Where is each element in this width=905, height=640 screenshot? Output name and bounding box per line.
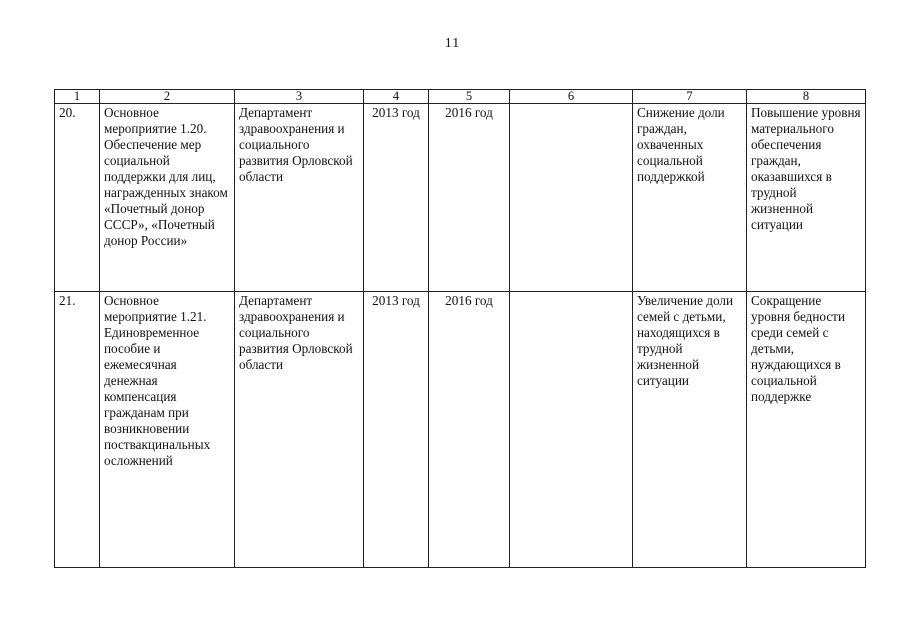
end-year: 2016 год — [429, 104, 510, 292]
column-6-cell — [510, 104, 633, 292]
executor: Департамент здравоохранения и социального развития Орловской области — [235, 292, 364, 568]
header-cell-7: 7 — [633, 90, 747, 104]
header-cell-1: 1 — [55, 90, 100, 104]
row-number: 20. — [55, 104, 100, 292]
table-row — [55, 292, 866, 568]
start-year: 2013 год — [364, 292, 429, 568]
expected-result: Увеличение доли семей с детьми, находящихся в трудной жизненной ситуации — [633, 292, 747, 568]
header-cell-8: 8 — [747, 90, 866, 104]
executor: Департамент здравоохранения и социального развития Орловской области — [235, 104, 364, 292]
end-year: 2016 год — [429, 292, 510, 568]
page-number: 11 — [444, 36, 461, 51]
table-row — [55, 104, 866, 292]
expected-result: Снижение доли граждан, охваченных социальной поддержкой — [633, 104, 747, 292]
measures-table — [54, 89, 866, 568]
header-cell-2: 2 — [100, 90, 235, 104]
header-cell-4: 4 — [364, 90, 429, 104]
start-year: 2013 год — [364, 104, 429, 292]
row-number: 21. — [55, 292, 100, 568]
measure-name: Основное мероприятие 1.20. Обеспечение мер социальной поддержки для лиц, награжденных знаком «Почетный донор СССР», «Почетный донор России» — [100, 104, 235, 292]
header-cell-5: 5 — [429, 90, 510, 104]
goal: Повышение уровня материального обеспечения граждан, оказавшихся в трудной жизненной ситуации — [747, 104, 866, 292]
column-6-cell — [510, 292, 633, 568]
header-row — [55, 90, 866, 104]
measure-name: Основное мероприятие 1.21. Единовременное пособие и ежемесячная денежная компенсация гражданам при возникновении поствакцинальных осложнений — [100, 292, 235, 568]
header-cell-3: 3 — [235, 90, 364, 104]
header-cell-6: 6 — [510, 90, 633, 104]
goal: Сокращение уровня бедности среди семей с детьми, нуждающихся в социальной поддержке — [747, 292, 866, 568]
